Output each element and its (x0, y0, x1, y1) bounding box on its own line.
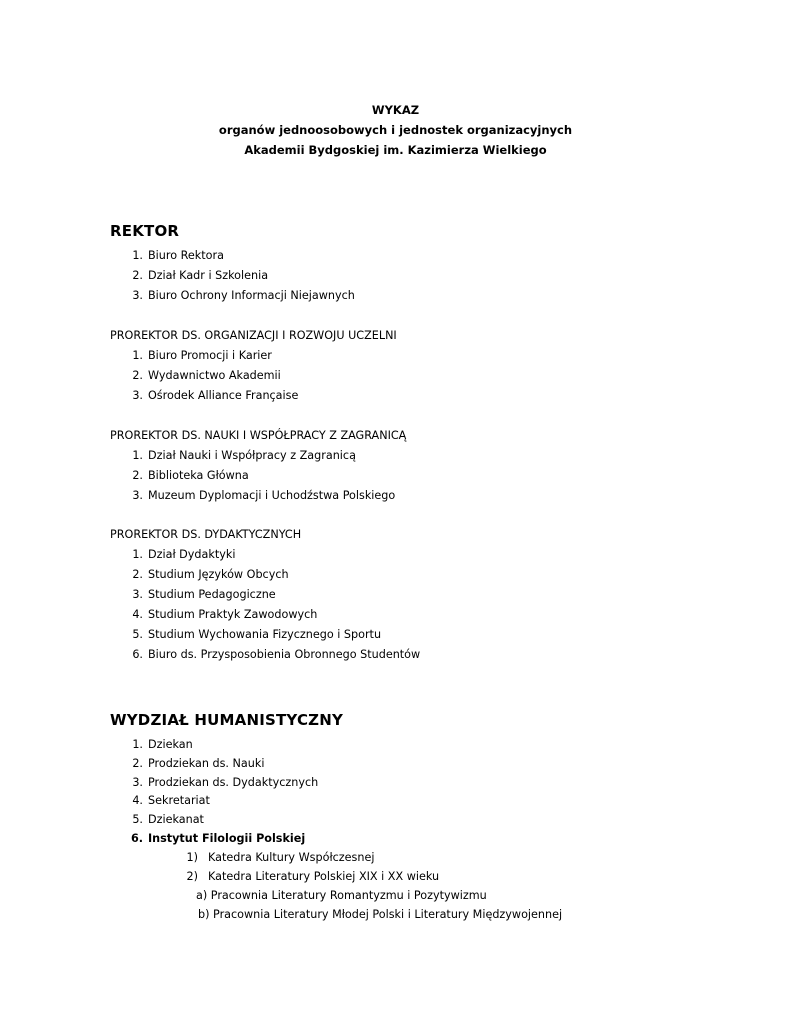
section-heading-rektor: REKTOR (110, 222, 180, 240)
section-heading-prorektor-nauki: PROREKTOR DS. NAUKI I WSPÓŁPRACY Z ZAGRANICĄ (110, 429, 407, 442)
document-page: WYKAZ organów jednoosobowych i jednostek organizacyjnych Akademii Bydgoskiej im. Kazimierza Wielkiego REKTOR 1. Biuro Rektora 2. Dział Kadr i Szkolenia 3. Biuro Ochrony Informacji Niejawnych PROREKTOR DS. ORGANIZACJI I ROZWOJU UCZELNI 1. Biuro Promocji i Karier 2. Wydawnictwo Akademii 3. Ośrodek Alliance Française PROREKTOR DS. NAUKI I WSPÓŁPRACY Z ZAGRANICĄ 1. Dział Nauki i Współpracy z Zagranicą 2. Biblioteka Główna 3. Muzeum Dyplomacji i Uchodźstwa Polskiego PROREKTOR DS. DYDAKTYCZNYCH 1. Dział Dydaktyki 2. Studium Języków Obcych 3. Studium Pedagogiczne 4. Studium Praktyk Zawodowych 5. Studium Wychowania Fizycznego i Sportu 6. Biuro ds. Przysposobienia Obronnego Studentów WYDZIAŁ HUMANISTYCZNY 1. Dziekan 2. Prodziekan ds. Nauki 3. Prodziekan ds. Dydaktycznych 4. Sekretariat 5. Dziekanat 6. Instytut Filologii Polskiej 1) Katedra Kultury Współczesnej 2) Katedra Literatury Polskiej XIX i XX wieku a) Pracownia Literatury Romantyzmu i Pozytywizmu b) Pracownia Literatury Młodej Polski i Literatury Międzywojennej (0, 0, 791, 1024)
document-subtitle: organów jednoosobowych i jednostek organizacyjnych (218, 123, 573, 137)
section-heading-wydzial: WYDZIAŁ HUMANISTYCZNY (110, 711, 344, 729)
pracownia-item: b) Pracownia Literatury Młodej Polski i Literatury Międzywojennej (198, 908, 563, 921)
pracownia-item: a) Pracownia Literatury Romantyzmu i Pozytywizmu (196, 889, 487, 902)
section-heading-prorektor-organizacji: PROREKTOR DS. ORGANIZACJI I ROZWOJU UCZELNI (110, 329, 397, 342)
document-subtitle-institution: Akademii Bydgoskiej im. Kazimierza Wielkiego (244, 143, 547, 157)
section-heading-prorektor-dydaktycznych: PROREKTOR DS. DYDAKTYCZNYCH (110, 528, 302, 541)
document-title: WYKAZ (371, 103, 420, 117)
